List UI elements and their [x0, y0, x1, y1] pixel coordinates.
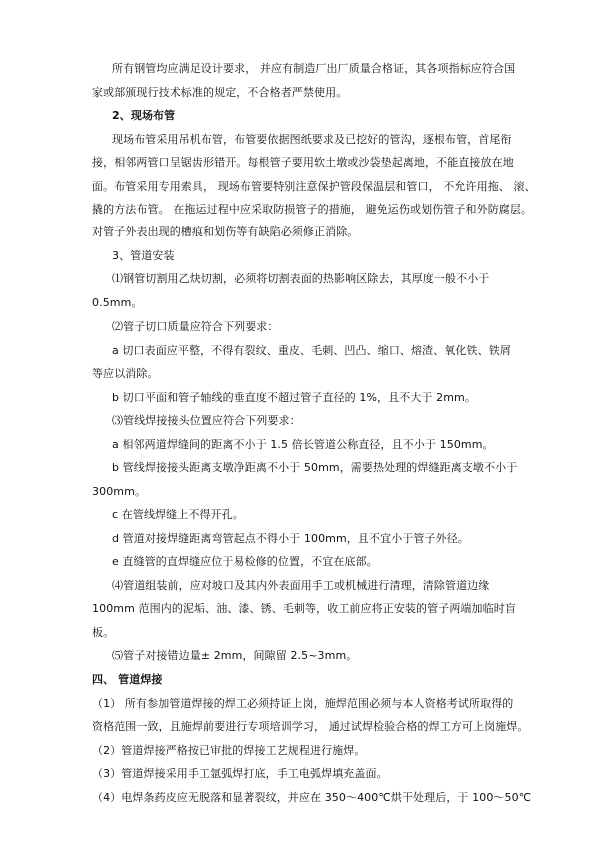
paragraph-line: 撬的方法布管。 在拖运过程中应采取防损管子的措施， 避免运伤或划伤管子和外防腐层。 [92, 203, 533, 216]
paragraph-line: 面。布管采用专用索具， 现场布管要特别注意保护管段保温层和管口， 不允许用拖、 滚、 [92, 180, 536, 193]
paragraph-line: ⑷管道组装前，应对坡口及其内外表面用手工或机械进行清理，清除管道边缘 [112, 579, 490, 592]
paragraph-line: 接，相邻两管口呈锯齿形错开。每根管子要用软土墩或沙袋垫起离地，不能直接放在地 [92, 156, 514, 169]
paragraph-line: 资格范围一致，且施焊前要进行专项培训学习， 通过试焊检验合格的焊工方可上岗施焊。 [92, 720, 529, 733]
paragraph-line: a 切口表面应平整，不得有裂纹、重皮、毛刺、凹凸、缩口、熔渣、氧化铁、铁屑 [112, 344, 511, 357]
section-heading: 四、 管道焊接 [92, 673, 163, 686]
paragraph-line: ⑶管线焊接接头位置应符合下列要求： [112, 414, 301, 427]
paragraph-line: a 相邻两道焊缝间的距离不小于 1.5 倍长管道公称直径，且不小于 150mm。 [112, 438, 494, 451]
paragraph-line: 300mm。 [92, 485, 147, 498]
paragraph-line: ⑴钢管切割用乙炔切割，必须将切割表面的热影响区除去，其厚度一般不小于 [112, 272, 490, 285]
paragraph-line: （4）电焊条药皮应无脱落和显著裂纹，并应在 350～400℃烘干处理后，于 100～50℃ [92, 791, 532, 804]
section-heading: 2、现场布管 [112, 109, 176, 122]
paragraph-line: d 管道对接焊缝距离弯管起点不得小于 100mm，且不宜小于管子外径。 [112, 532, 469, 545]
paragraph-line: 等应以消除。 [92, 367, 159, 380]
paragraph-line: （3）管道焊接采用手工氩弧焊打底，手工电弧焊填充盖面。 [92, 767, 388, 780]
section-heading: 3、管道安装 [112, 249, 175, 262]
paragraph-line: ⑵管子切口质量应符合下列要求： [112, 320, 279, 333]
paragraph-line: c 在管线焊缝上不得开孔。 [112, 508, 244, 521]
paragraph-line: e 直缝管的直焊缝应位于易检修的位置，不宜在底部。 [112, 555, 378, 568]
paragraph-line: b 管线焊接接头距离支墩净距离不小于 50mm，需要热处理的焊缝距离支墩不小于 [112, 461, 518, 474]
paragraph-line: 板。 [92, 626, 115, 639]
paragraph-line: ⑸管子对接错边量± 2mm，间隙留 2.5~3mm。 [112, 649, 358, 662]
paragraph-line: 100mm 范围内的泥垢、油、漆、锈、毛刺等，收工前应将正安装的管子两端加临时盲 [92, 602, 516, 615]
paragraph-line: 所有钢管均应满足设计要求， 并应有制造厂出厂质量合格证，其各项指标应符合国 [112, 62, 516, 75]
paragraph-line: 家或部颁现行技术标准的规定，不合格者严禁使用。 [92, 86, 348, 99]
paragraph-line: 现场布管采用吊机布管，布管要依据图纸要求及已挖好的管沟，逐根布管，首尾衔 [112, 133, 512, 146]
paragraph-line: （2）管道焊接严格按已审批的焊接工艺规程进行施焊。 [92, 744, 366, 757]
paragraph-line: （1） 所有参加管道焊接的焊工必须持证上岗，施焊范围必须与本人资格考试所取得的 [92, 697, 514, 710]
paragraph-line: b 切口平面和管子轴线的垂直度不超过管子直径的 1%，且不大于 2mm。 [112, 391, 476, 404]
paragraph-line: 0.5mm。 [92, 296, 143, 309]
paragraph-line: 对管子外表出现的槽痕和划伤等有缺陷必须修正消除。 [92, 225, 359, 238]
